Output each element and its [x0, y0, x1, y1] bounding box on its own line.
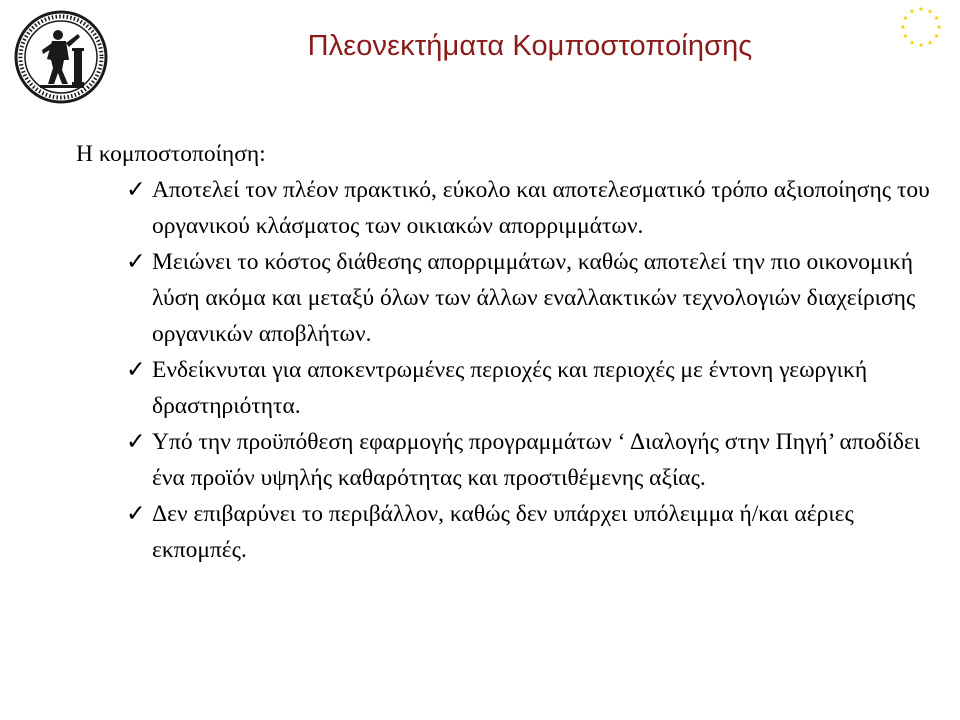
bullet-item [76, 352, 946, 424]
star-icon [910, 9, 915, 14]
bullet-item [76, 244, 946, 352]
star-icon [937, 24, 942, 29]
star-icon [919, 6, 924, 11]
bullet-text: Μειώνει το κόστος διάθεσης απορριμμάτων, καθώς αποτελεί την πιο οικονομική λύση ακόμα και μεταξύ όλων των άλλων εναλλακτικών τεχνολογιών διαχείρισης οργανικών αποβλήτων. [152, 249, 916, 347]
star-icon [901, 24, 906, 29]
bullet-item [76, 424, 946, 496]
checkmark-icon: ✓ [126, 501, 146, 527]
checkmark-icon: ✓ [126, 429, 146, 455]
star-icon [928, 9, 933, 14]
checkmark-icon: ✓ [126, 357, 146, 383]
bullet-text: Υπό την προϋπόθεση εφαρμογής προγραμμάτων ‘ Διαλογής στην Πηγή’ αποδίδει ένα προϊόν υψηλής καθαρότητας και προστιθέμενης αξίας. [152, 429, 921, 491]
bullet-text: Αποτελεί τον πλέον πρακτικό, εύκολο και αποτελεσματικό τρόπο αξιοποίησης του οργανικού κλάσματος των οικιακών απορριμμάτων. [152, 177, 930, 239]
bullet-text: Ενδείκνυται για αποκεντρωμένες περιοχές και περιοχές με έντονη γεωργική δραστηριότητα. [152, 357, 868, 419]
bullet-item [76, 172, 946, 244]
slide-title: Πλεονεκτήματα Κομποστοποίησης [307, 30, 753, 62]
bullet-item [76, 496, 946, 568]
bullet-text: Δεν επιβαρύνει το περιβάλλον, καθώς δεν υπάρχει υπόλειμμα ή/και αέριες εκπομπές. [152, 501, 854, 563]
bullet-list [76, 172, 946, 568]
star-icon [934, 15, 939, 20]
checkmark-icon: ✓ [126, 177, 146, 203]
slide-content [76, 136, 946, 568]
intro-text: Η κομποστοποίηση: [76, 141, 266, 167]
star-icon [903, 15, 908, 20]
checkmark-icon: ✓ [126, 249, 146, 275]
